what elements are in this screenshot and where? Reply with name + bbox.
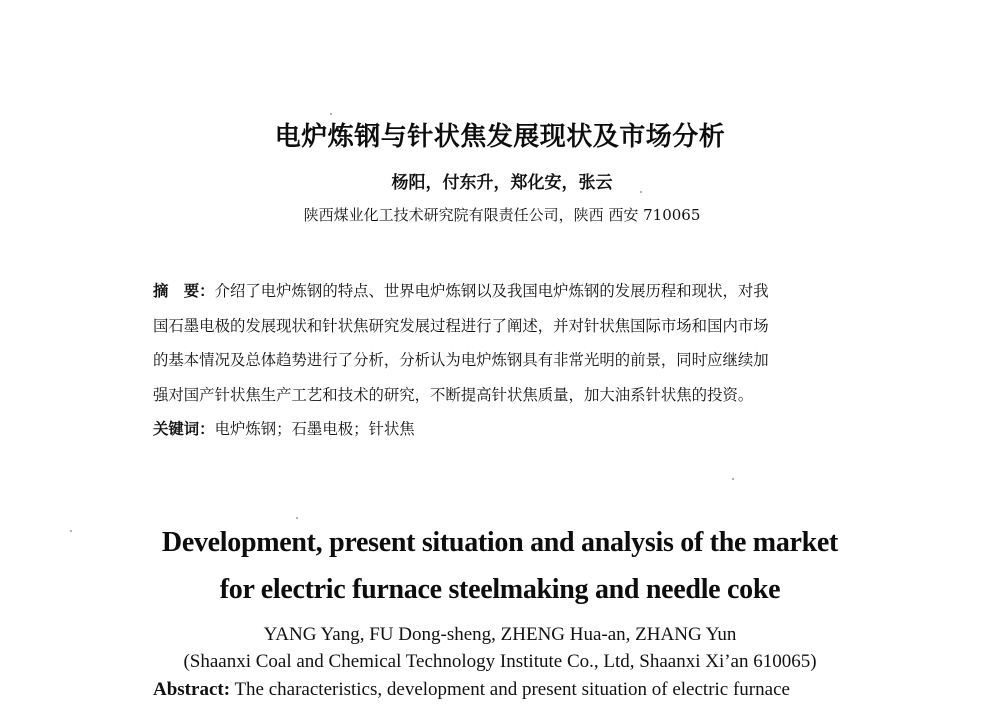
abstract-label: 摘 要： bbox=[153, 282, 215, 300]
scan-speck bbox=[640, 191, 642, 193]
abstract-text: 介绍了电炉炼钢的特点、世界电炉炼钢以及我国电炉炼钢的发展历程和现状，对我 bbox=[214, 282, 769, 300]
chinese-affiliation: 陕西煤业化工技术研究院有限责任公司，陕西 西安 710065 bbox=[303, 206, 701, 224]
english-title-line-1: Development, present situation and analysis of the market bbox=[161, 527, 839, 558]
keywords-text: 电炉炼钢；石墨电极；针状焦 bbox=[214, 420, 415, 438]
abstract-line: 强对国产针状焦生产工艺和技术的研究，不断提高针状焦质量，加大油系针状焦的投资。 bbox=[153, 385, 754, 404]
scan-speck bbox=[296, 517, 298, 519]
chinese-authors: 杨阳，付东升，郑化安，张云 bbox=[391, 173, 613, 193]
english-title-line-2: for electric furnace steelmaking and needle coke bbox=[219, 574, 781, 605]
scan-speck bbox=[330, 113, 332, 115]
scan-speck bbox=[732, 478, 734, 480]
english-abstract-cutoff-line bbox=[153, 705, 853, 712]
english-abstract-label: Abstract: bbox=[153, 679, 231, 700]
keywords-label: 关键词： bbox=[153, 420, 215, 438]
keywords-line bbox=[153, 412, 853, 447]
chinese-abstract bbox=[153, 274, 853, 447]
scan-speck bbox=[70, 530, 72, 532]
chinese-title: 电炉炼钢与针状焦发展现状及市场分析 bbox=[274, 122, 726, 152]
english-abstract-text: The characteristics, development and present situation of electric furnace bbox=[230, 679, 790, 700]
abstract-line bbox=[153, 274, 853, 309]
english-authors: YANG Yang, FU Dong-sheng, ZHENG Hua-an, ZHANG Yun bbox=[263, 624, 737, 645]
abstract-line: 的基本情况及总体趋势进行了分析，分析认为电炉炼钢具有非常光明的前景，同时应继续加 bbox=[153, 351, 769, 369]
abstract-line: 国石墨电极的发展现状和针状焦研究发展过程进行了阐述，并对针状焦国际市场和国内市场 bbox=[153, 316, 769, 335]
english-affiliation: (Shaanxi Coal and Chemical Technology Institute Co., Ltd, Shaanxi Xi’an 610065) bbox=[183, 651, 817, 672]
english-abstract bbox=[153, 679, 853, 701]
